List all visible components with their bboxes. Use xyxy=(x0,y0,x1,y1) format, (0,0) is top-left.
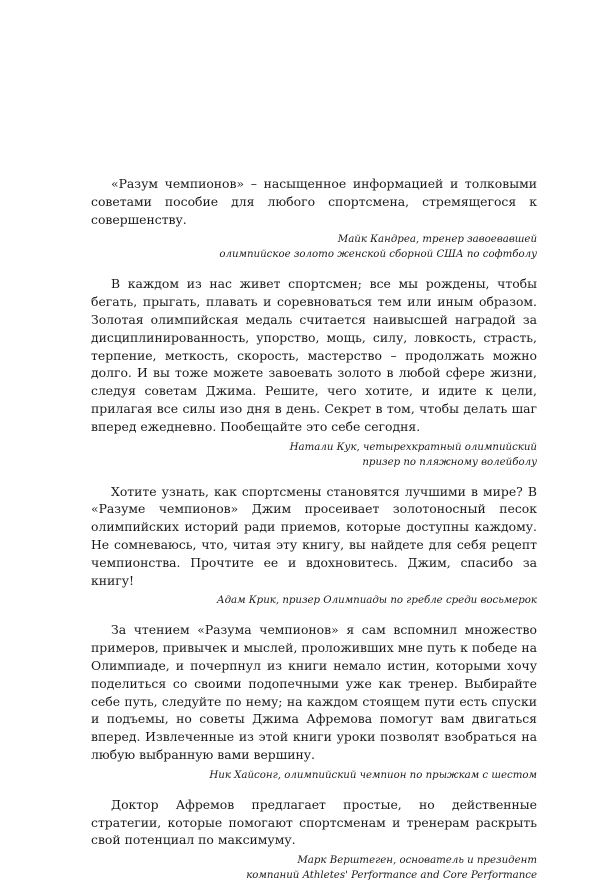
testimonial-5 xyxy=(91,796,537,883)
attribution-line: компаний Athletes' Performance and Core Performance xyxy=(246,870,537,882)
testimonial-2 xyxy=(91,275,537,469)
testimonials-section xyxy=(91,175,537,896)
testimonial-1 xyxy=(91,175,537,262)
testimonial-attribution xyxy=(91,593,537,608)
testimonial-quote: Хотите узнать, как спортсмены становятся лучшими в мире? В «Разуме чемпионов» Джим просеивает золотоносный песок олимпийских историй ради приемов, которые доступны каждому. Не сомневаюсь, что, читая эту книгу, вы найдете для себя рецепт чемпионства. Прочтите ее и вдохновитесь. Джим, спасибо за книгу! xyxy=(91,483,537,588)
testimonial-attribution xyxy=(91,232,537,262)
testimonial-quote: «Разум чемпионов» – насыщенное информацией и толковыми советами пособие для любого спортсмена, стремящегося к совершенству. xyxy=(91,176,537,227)
testimonial-quote: В каждом из нас живет спортсмен; все мы рождены, чтобы бегать, прыгать, плавать и соревноваться тем или иным образом. Золотая олимпийская медаль считается наивысшей наградой за дисциплинированность, упорство, мощь, силу, ловкость, страсть, терпение, меткость, скорость, мастерство – продолжать можно долго. И вы тоже можете завоевать золото в любой сфере жизни, следуя советам Джима. Решите, чего хотите, и идите к цели, прилагая все силы изо дня в день. Секрет в том, чтобы делать шаг вперед ежедневно. Пообещайте это себе сегодня. xyxy=(91,276,537,434)
attribution-line: Адам Крик, призер Олимпиады по гребле среди восьмерок xyxy=(216,595,537,607)
testimonial-attribution xyxy=(91,440,537,470)
testimonial-4 xyxy=(91,621,537,782)
attribution-line: Натали Кук, четырехкратный олимпийский xyxy=(289,441,537,453)
testimonial-quote: Доктор Афремов предлагает простые, но действенные стратегии, которые помогают спортсменам и тренерам раскрыть свой потенциал по максимуму. xyxy=(91,796,537,848)
testimonial-quote: За чтением «Разума чемпионов» я сам вспомнил множество примеров, привычек и мыслей, проложивших мне путь к победе на Олимпиаде, и почерпнул из книги немало истин, которыми хочу поделиться со своими подопечными уже как тренер. Выбирайте себе путь, следуйте по нему; на каждом стоящем пути есть спуски и подъемы, но советы Джима Афремова помогут вам двигаться вперед. Извлеченные из этой книги уроки позволят взобраться на любую выбранную вами вершину. xyxy=(91,622,537,762)
testimonial-attribution xyxy=(91,853,537,883)
attribution-line: Марк Верштеген, основатель и президент xyxy=(297,855,537,867)
attribution-line: Ник Хайсонг, олимпийский чемпион по прыжкам с шестом xyxy=(209,769,537,781)
testimonial-3 xyxy=(91,483,537,609)
attribution-line: олимпийское золото женской сборной США по софтболу xyxy=(219,249,537,261)
attribution-line: призер по пляжному волейболу xyxy=(362,456,537,468)
attribution-line: Майк Кандреа, тренер завоевавшей xyxy=(337,234,537,246)
testimonial-attribution xyxy=(91,768,537,783)
